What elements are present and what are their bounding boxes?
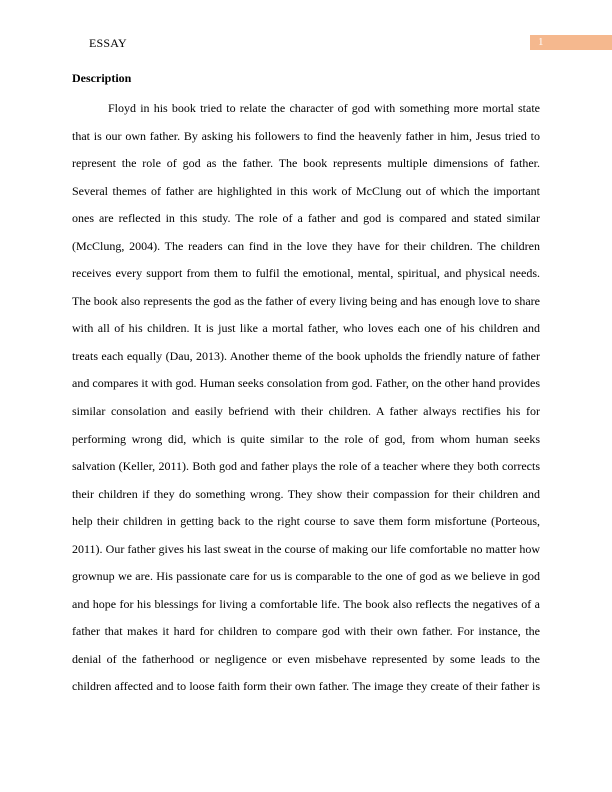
- paragraph-line: Floyd in his book tried to relate the character of god with something more mortal state: [108, 101, 540, 115]
- section-heading: Description: [72, 71, 132, 85]
- paragraph-line: represent the role of god as the father. The book represents multiple dimensions of father.: [72, 156, 540, 171]
- paragraph-line: (McClung, 2004). The readers can find in the love they have for their children. The children: [72, 238, 540, 253]
- paragraph-line: similar consolation and easily befriend with their children. A father always rectifies his for: [72, 404, 540, 419]
- paragraph-line: that is our own father. By asking his followers to find the heavenly father in him, Jesus tried to: [72, 128, 540, 143]
- paragraph-line: Several themes of father are highlighted in this work of McClung out of which the important: [72, 183, 540, 198]
- page-number: 1: [538, 36, 544, 48]
- paragraph-line: salvation (Keller, 2011). Both god and father plays the role of a teacher where they both corrects: [72, 459, 540, 474]
- paragraph-line: grownup we are. His passionate care for us is comparable to the one of god as we believe in god: [72, 569, 540, 584]
- paragraph-line: receives every support from them to fulfil the emotional, mental, spiritual, and physical needs.: [72, 266, 540, 281]
- paragraph-line: performing wrong did, which is quite similar to the role of god, from whom human seeks: [72, 431, 540, 446]
- paragraph-line: children affected and to loose faith form their own father. The image they create of their father is: [72, 679, 540, 694]
- paragraph-line: 2011). Our father gives his last sweat in the course of making our life comfortable no matter how: [72, 541, 540, 556]
- paragraph-line: denial of the fatherhood or negligence or even misbehave represented by some leads to the: [72, 651, 540, 666]
- paragraph-line: with all of his children. It is just like a mortal father, who loves each one of his children and: [72, 321, 540, 336]
- page-number-badge: [530, 35, 612, 50]
- paragraph-line: father that makes it hard for children to compare god with their own father. For instance, the: [72, 624, 540, 639]
- paragraph-line: The book also represents the god as the father of every living being and has enough love to share: [72, 293, 540, 308]
- body-paragraph: [72, 95, 540, 701]
- paragraph-line: help their children in getting back to the right course to save them form misfortune (Porteous,: [72, 514, 540, 529]
- paragraph-line: treats each equally (Dau, 2013). Another theme of the book upholds the friendly nature of father: [72, 348, 540, 363]
- paragraph-line: ones are reflected in this study. The role of a father and god is compared and stated similar: [72, 211, 540, 226]
- paragraph-line: and compares it with god. Human seeks consolation from god. Father, on the other hand provides: [72, 376, 540, 391]
- running-head: ESSAY: [89, 36, 127, 50]
- paragraph-line: their children if they do something wrong. They show their compassion for their children and: [72, 486, 540, 501]
- paragraph-line: and hope for his blessings for living a comfortable life. The book also reflects the negatives of a: [72, 596, 540, 611]
